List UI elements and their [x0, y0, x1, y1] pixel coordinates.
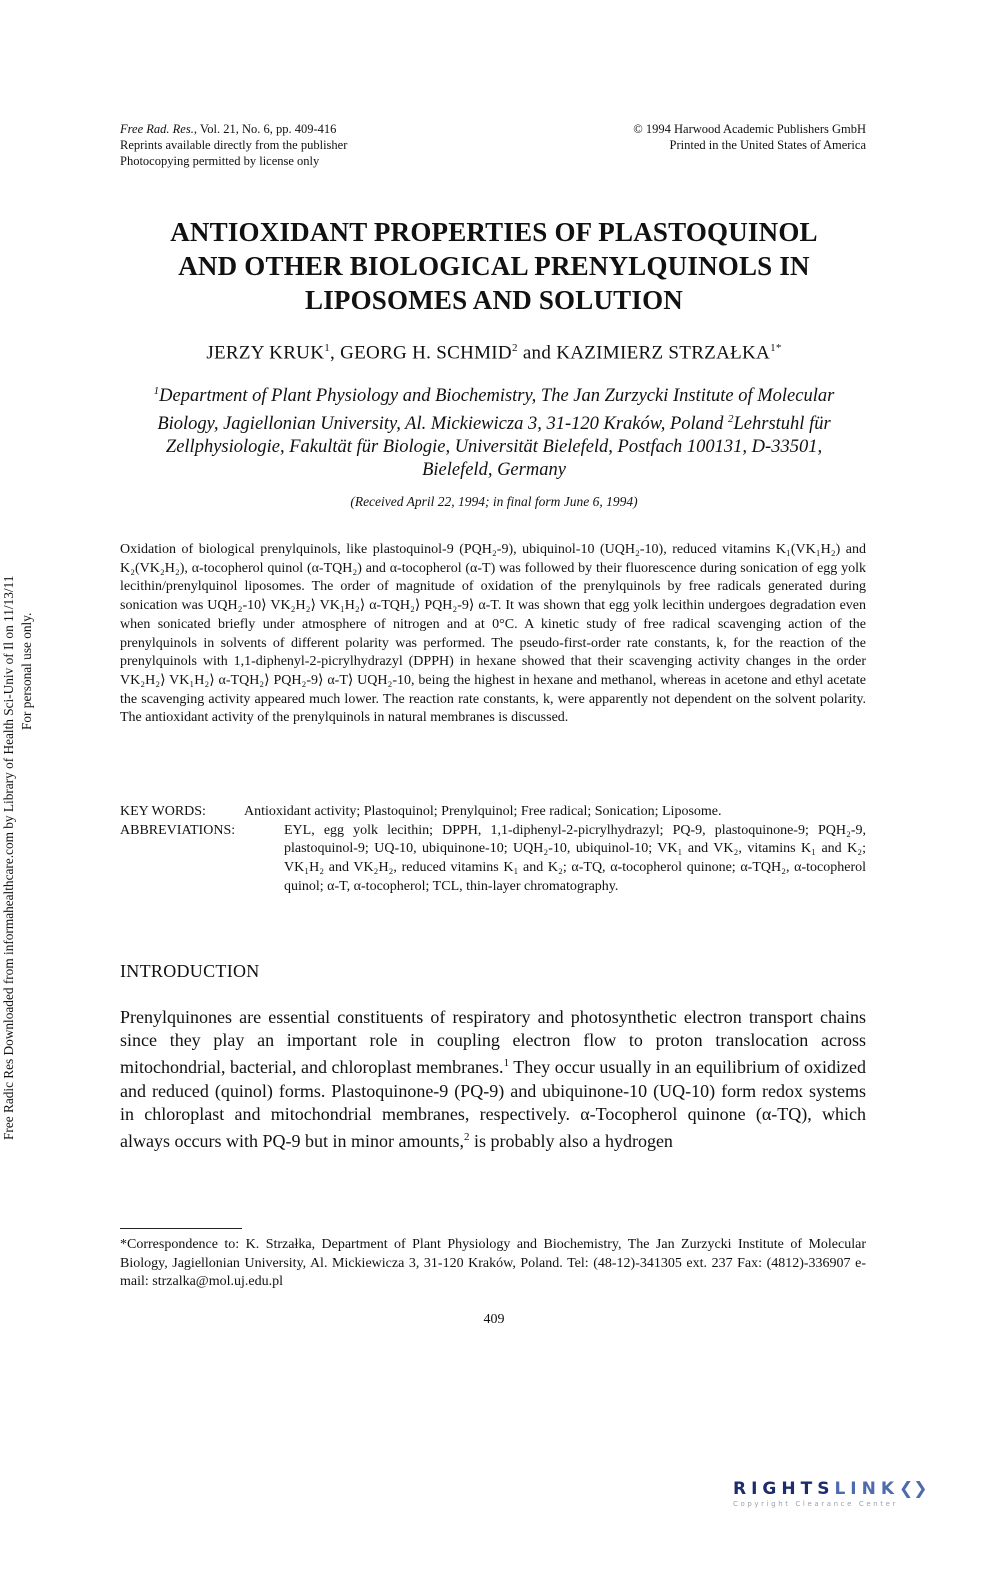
- chevron-icon: ❮❯: [899, 1479, 928, 1499]
- abbreviations-text: EYL, egg yolk lecithin; DPPH, 1,1-diphenyl-2-picrylhydrazyl; PQ-9, plastoquinone-9; PQH₂-9, plastoquinol-9; UQ-10, ubiquinone-10; UQH₂-10, ubiquinol-10; VK₁ and VK₂, vitamins K₁ and K₂; VK₁H₂ and VK₂H₂, reduced vitamins K₁ and K₂; α-TQ, α-tocopherol quinone; α-TQH₂, α-tocopherol quinol; α-T, α-tocopherol; TCL, thin-layer chromatography.: [284, 822, 866, 894]
- download-watermark: [0, 380, 36, 1140]
- reference-marker: 1: [503, 1057, 510, 1070]
- title-line: LIPOSOMES AND SOLUTION: [305, 285, 683, 315]
- body-text: They occur usually in an equilibrium of oxidized and reduced (quinol) forms. Plastoquinone-9 (PQ-9) and ubiquinone-10 (UQ-10) form redox systems in chloroplast and mitochondrial membranes, respectively. α-Tocopherol quinone (α-TQ), which always occurs with PQ-9 but in minor amounts,: [120, 1057, 866, 1152]
- correspondence-footnote: *Correspondence to: K. Strzałka, Department of Plant Physiology and Biochemistry, The Jan Zurzycki Institute of Molecular Biology, Jagiellonian University, Al. Mickiewicza 3, 31-120 Kraków, Poland. Tel: (48-12)-341305 ext. 237 Fax: (4812)-336907 e-mail: strzalka@mol.uj.edu.pl: [120, 1237, 866, 1290]
- body-text: Prenylquinones are essential constituents of respiratory and photosynthetic electron transport chains since they play an important role in coupling electron flow to proton translocation across mitochondrial, bacterial, and chloroplast membranes.: [120, 1007, 866, 1078]
- reprints-note: Reprints available directly from the publisher: [120, 138, 348, 152]
- affiliations: [130, 380, 858, 482]
- photocopy-note: Photocopying permitted by license only: [120, 154, 320, 168]
- body-text: is probably also a hydrogen: [469, 1131, 673, 1152]
- affiliation-marker: 1*: [770, 342, 782, 354]
- rightslink-wordmark: [733, 1479, 973, 1499]
- citation: , Vol. 21, No. 6, pp. 409-416: [193, 122, 337, 136]
- affiliation-marker: 1: [153, 385, 160, 397]
- abbreviations-label: ABBREVIATIONS:: [120, 822, 236, 838]
- rightslink-subtitle: Copyright Clearance Center: [733, 1500, 899, 1508]
- footnote-rule: [120, 1228, 242, 1229]
- affiliation-text: Department of Plant Physiology and Biochemistry, The Jan Zurzycki Institute of Molecular Biology, Jagiellonian University, Al. Mickiewicza 3, 31-120 Kraków, Poland: [157, 386, 835, 435]
- rightslink-part: LINK: [834, 1479, 899, 1499]
- copyright: © 1994 Harwood Academic Publishers GmbH: [633, 122, 866, 136]
- affiliation-marker: 2: [511, 342, 518, 354]
- affiliation-marker: 2: [728, 413, 734, 426]
- author-name: JERZY KRUK: [206, 342, 325, 364]
- title-line: ANTIOXIDANT PROPERTIES OF PLASTOQUINOL: [170, 217, 818, 247]
- watermark-line: For personal use only.: [19, 612, 34, 730]
- keywords-row: [120, 803, 866, 822]
- keywords-block: [120, 803, 866, 897]
- page-number: 409: [483, 1312, 505, 1327]
- abbreviations-row: [120, 822, 866, 897]
- printed-note: Printed in the United States of America: [669, 138, 866, 152]
- reference-marker: 2: [463, 1131, 470, 1144]
- received-dates: (Received April 22, 1994; in final form June 6, 1994): [350, 494, 638, 509]
- journal-header: [120, 121, 347, 169]
- publisher-header: [520, 121, 866, 153]
- author-name: , GEORG H. SCHMID: [330, 342, 512, 364]
- affiliation-marker: 1: [324, 342, 331, 354]
- keywords-label: KEY WORDS:: [120, 804, 206, 819]
- keywords-text: Antioxidant activity; Plastoquinol; Prenylquinol; Free radical; Sonication; Liposome.: [244, 804, 722, 819]
- paper-title: [100, 215, 888, 317]
- abstract: Oxidation of biological prenylquinols, like plastoquinol-9 (PQH₂-9), ubiquinol-10 (UQH₂-10), reduced vitamins K₁(VK₁H₂) and K₂(VK₂H₂), α-tocopherol quinol (α-TQH₂) and α-tocopherol (α-T) was followed by their fluorescence during sonication of egg yolk lecithin/prenylquinol liposomes. The order of magnitude of oxidation of the prenylquinols by free radicals generated during sonication was UQH₂-10⟩ VK₂H₂⟩ VK₁H₂⟩ α-TQH₂⟩ PQH₂-9⟩ α-T. It was shown that egg yolk lecithin undergoes degradation even when sonicated briefly under atmosphere of nitrogen and at 0°C. A kinetic study of free radical scavenging action of the prenylquinols in solvents of different polarity was performed. The pseudo-first-order rate constants, k, for the reaction of the prenylquinols with 1,1-diphenyl-2-picrylhydrazyl (DPPH) in hexane showed that their scavenging activity changes in the order VK₂H₂⟩ VK₁H₂⟩ α-TQH₂⟩ PQH₂-9⟩ α-T⟩ UQH₂-10, being the highest in hexane and methanol, whereas in acetone and ethyl acetate the scavenging activity appeared much lower. The reaction rate constants, k, were apparently not dependent on the solvent polarity. The antioxidant activity of the prenylquinols in natural membranes is discussed.: [120, 542, 866, 726]
- title-line: AND OTHER BIOLOGICAL PRENYLQUINOLS IN: [178, 251, 810, 281]
- rightslink-logo[interactable]: [733, 1479, 973, 1519]
- journal-name: Free Rad. Res.: [120, 122, 194, 136]
- introduction-paragraph: [120, 1006, 866, 1153]
- rightslink-part: RIGHTS: [733, 1479, 835, 1499]
- author-list: [100, 342, 888, 364]
- watermark-line: Free Radic Res Downloaded from informahealthcare.com by Library of Health Sci-Univ of Il on 11/13/11: [1, 575, 16, 1140]
- affiliation-text: Lehrstuhl für Zellphysiologie, Fakultät für Biologie, Universität Bielefeld, Postfach 100131, D-33501, Bielefeld, Germany: [165, 414, 831, 481]
- author-name: and KAZIMIERZ STRZAŁKA: [517, 342, 771, 364]
- section-heading: INTRODUCTION: [120, 961, 260, 981]
- citation-line: [120, 121, 347, 137]
